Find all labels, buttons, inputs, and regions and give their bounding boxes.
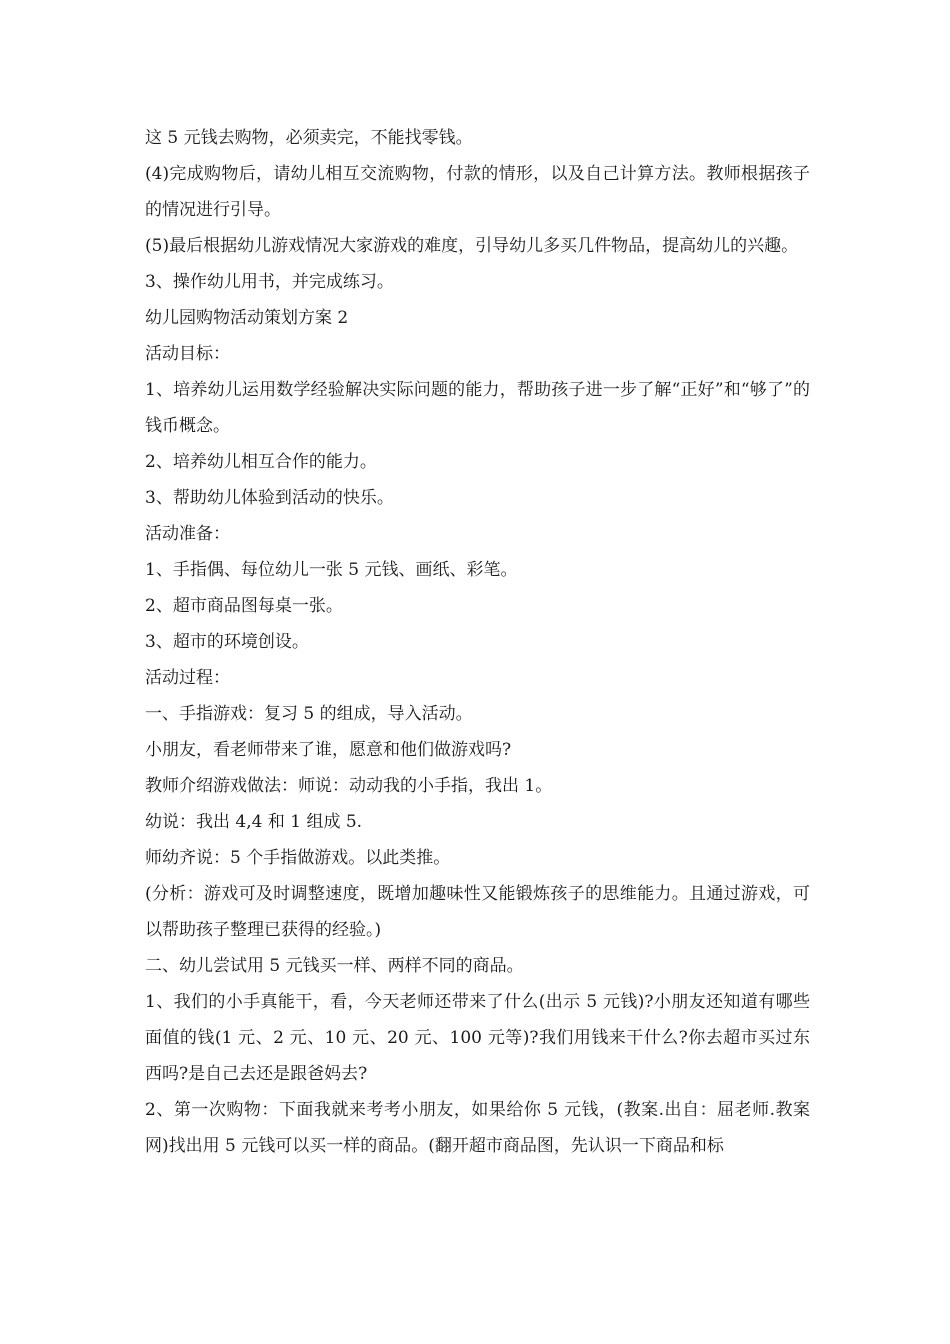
paragraph: 这 5 元钱去购物，必须卖完，不能找零钱。 (145, 128, 473, 148)
paragraph: 2、超市商品图每桌一张。 (145, 596, 343, 616)
paragraph: 2、培养幼儿相互合作的能力。 (145, 452, 377, 472)
section-heading: 活动过程： (145, 668, 230, 688)
paragraph: 3、帮助幼儿体验到活动的快乐。 (145, 488, 394, 508)
paragraph: 2、第一次购物：下面我就来考考小朋友，如果给你 5 元钱，(教案.出自：屈老师.教案网)找出用 5 元钱可以买一样的商品。(翻开超市商品图，先认识一下商品和标 (145, 1100, 810, 1156)
paragraph: 1、培养幼儿运用数学经验解决实际问题的能力，帮助孩子进一步了解“正好”和“够了”的钱币概念。 (145, 380, 810, 436)
paragraph: (5)最后根据幼儿游戏情况大家游戏的难度，引导幼儿多买几件物品，提高幼儿的兴趣。 (145, 236, 799, 256)
paragraph: 3、超市的环境创设。 (145, 632, 309, 652)
section-title: 幼儿园购物活动策划方案 2 (145, 308, 349, 328)
paragraph: 1、手指偶、每位幼儿一张 5 元钱、画纸、彩笔。 (145, 560, 518, 580)
paragraph: (分析：游戏可及时调整速度，既增加趣味性又能锻炼孩子的思维能力。且通过游戏，可以帮助孩子整理已获得的经验。) (145, 884, 810, 940)
paragraph: 1、我们的小手真能干，看，今天老师还带来了什么(出示 5 元钱)?小朋友还知道有哪些面值的钱(1 元、2 元、10 元、20 元、100 元等)?我们用钱来干什么?你去超市买过东西吗?是自己去还是跟爸妈去? (145, 992, 810, 1084)
section-heading: 活动目标： (145, 344, 230, 364)
paragraph: (4)完成购物后，请幼儿相互交流购物，付款的情形，以及自己计算方法。教师根据孩子的情况进行引导。 (145, 164, 810, 220)
paragraph: 小朋友，看老师带来了谁，愿意和他们做游戏吗? (145, 740, 512, 760)
section-heading: 活动准备： (145, 524, 230, 544)
paragraph: 一、手指游戏：复习 5 的组成，导入活动。 (145, 704, 473, 724)
paragraph: 幼说：我出 4,4 和 1 组成 5. (145, 812, 363, 832)
paragraph: 二、幼儿尝试用 5 元钱买一样、两样不同的商品。 (145, 956, 524, 976)
paragraph: 师幼齐说：5 个手指做游戏。以此类推。 (145, 848, 451, 868)
paragraph: 教师介绍游戏做法：师说：动动我的小手指，我出 1。 (145, 776, 553, 796)
paragraph: 3、操作幼儿用书，并完成练习。 (145, 272, 394, 292)
document-body (145, 120, 810, 1164)
